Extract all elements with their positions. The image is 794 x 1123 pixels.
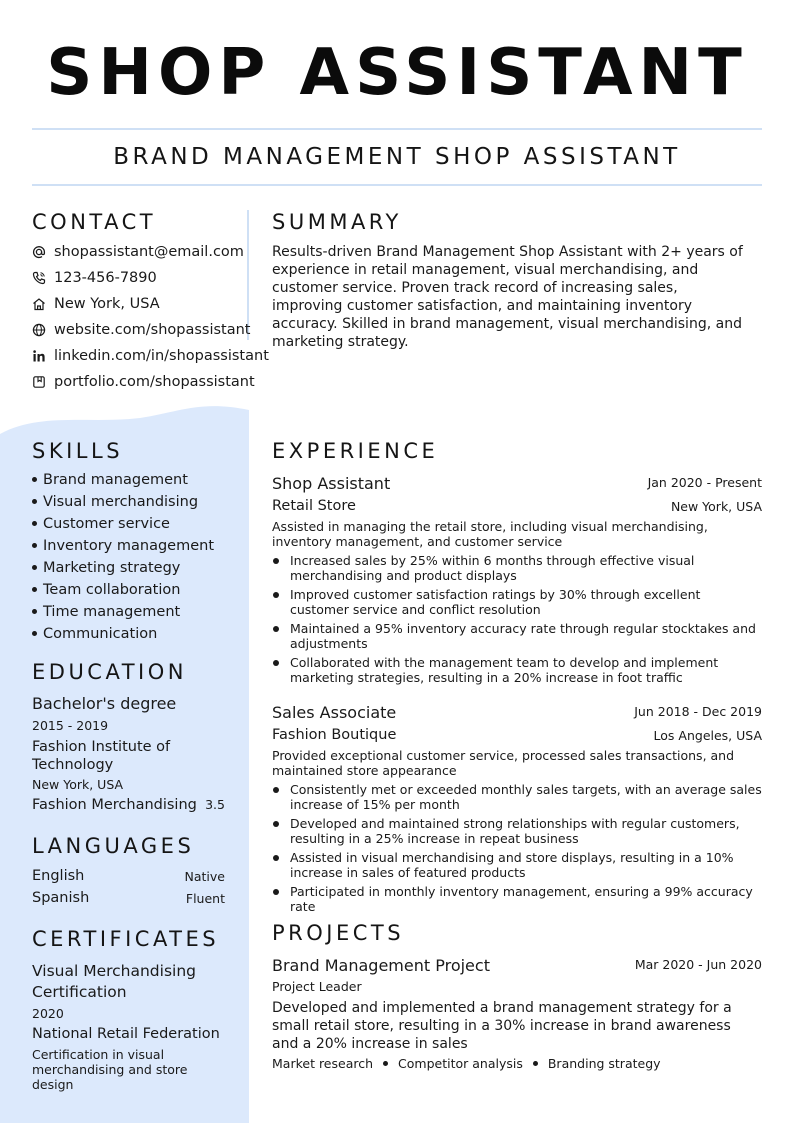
header-bottom-rule: [32, 184, 762, 186]
phone-icon: [32, 271, 46, 285]
skill-item: Team collaboration: [32, 582, 180, 598]
project-tag: Market research: [272, 1056, 374, 1071]
education-location: New York, USA: [32, 777, 124, 792]
globe-icon: [32, 323, 46, 337]
contact-email[interactable]: [32, 242, 244, 262]
job-bullet: Increased sales by 25% within 6 months through effective visual merchandising and product displays: [272, 553, 762, 583]
job-description: Assisted in managing the retail store, including visual merchandising, inventory management, and customer service: [272, 519, 708, 549]
contact-phone-text: 123-456-7890: [54, 270, 157, 286]
projects-heading: PROJECTS: [272, 921, 405, 945]
bullet-dot: [32, 521, 37, 526]
portfolio-icon: [32, 375, 46, 389]
bullet-dot: [32, 543, 37, 548]
skills-heading: SKILLS: [32, 439, 124, 463]
skill-item: Marketing strategy: [32, 560, 180, 576]
contact-location-text: New York, USA: [54, 296, 160, 312]
bullet-dot: [32, 499, 37, 504]
project-dates: Mar 2020 - Jun 2020: [634, 957, 762, 972]
job-location: Los Angeles, USA: [653, 728, 762, 743]
skill-item: Customer service: [32, 516, 170, 532]
job-bullet: Participated in monthly inventory management, ensuring a 99% accuracy rate: [272, 884, 762, 914]
project-name: Brand Management Project: [272, 956, 490, 975]
job-dates: Jun 2018 - Dec 2019: [634, 704, 762, 719]
home-icon: [32, 297, 46, 311]
summary-text: Results-driven Brand Management Shop Assistant with 2+ years of experience in retail management, visual merchandising, and customer service. Proven track record of increasing sales, improving customer satisfaction, and maintaining inventory accuracy. Skilled in brand management, visual merchandising, and marketing strategy.: [272, 244, 743, 350]
job-location: New York, USA: [670, 499, 762, 514]
contact-website[interactable]: [32, 320, 250, 340]
bullet-dot: [32, 631, 37, 636]
certificate-name: Visual Merchandising Certification: [32, 962, 196, 1001]
at-icon: [32, 245, 46, 259]
contact-heading: CONTACT: [32, 210, 157, 234]
skill-item: Brand management: [32, 472, 188, 488]
job-title: Shop Assistant: [272, 474, 391, 493]
skill-item: Time management: [32, 604, 180, 620]
education-school: Fashion Institute of Technology: [32, 739, 171, 773]
experience-heading: EXPERIENCE: [272, 439, 439, 463]
certificate-issuer: National Retail Federation: [32, 1026, 220, 1042]
education-degree: Bachelor's degree: [32, 694, 177, 713]
contact-linkedin-text: linkedin.com/in/shopassistant: [54, 348, 269, 364]
language-name: Spanish: [32, 890, 90, 906]
job-company: Retail Store: [272, 498, 356, 514]
contact-website-text: website.com/shopassistant: [54, 322, 251, 338]
skill-item: Communication: [32, 626, 157, 642]
contact-linkedin[interactable]: [32, 346, 269, 366]
tag-separator-dot: [383, 1061, 388, 1066]
resume-name: SHOP ASSISTANT: [46, 36, 748, 110]
job-dates: Jan 2020 - Present: [647, 475, 762, 490]
education-heading: EDUCATION: [32, 660, 187, 684]
contact-phone[interactable]: [32, 268, 157, 288]
language-level: Fluent: [185, 891, 225, 906]
certificate-description: Certification in visual merchandising and store design: [32, 1047, 188, 1092]
project-tags: [272, 1056, 661, 1071]
contact-email-text: shopassistant@email.com: [54, 244, 244, 260]
education-field: Fashion Merchandising: [32, 797, 197, 813]
header-top-rule: [32, 128, 762, 130]
education-years: 2015 - 2019: [32, 718, 109, 733]
contact-portfolio[interactable]: [32, 372, 255, 392]
summary-heading: SUMMARY: [272, 210, 402, 234]
project-role: Project Leader: [272, 979, 362, 994]
bullet-dot: [32, 565, 37, 570]
certificate-year: 2020: [32, 1006, 64, 1021]
job-title: Sales Associate: [272, 703, 397, 722]
job-description: Provided exceptional customer service, processed sales transactions, and maintained store appearance: [272, 748, 735, 778]
tag-separator-dot: [533, 1061, 538, 1066]
skill-item: Inventory management: [32, 538, 214, 554]
bullet-dot: [32, 477, 37, 482]
languages-heading: LANGUAGES: [32, 834, 195, 858]
bullet-dot: [32, 609, 37, 614]
job-bullet: Assisted in visual merchandising and store displays, resulting in a 10% increase in sales of featured products: [272, 850, 762, 880]
job-company: Fashion Boutique: [272, 727, 397, 743]
language-level: Native: [184, 869, 225, 884]
job-bullet: Consistently met or exceeded monthly sales targets, with an average sales increase of 15% per month: [272, 782, 762, 812]
linkedin-icon: [32, 349, 46, 363]
job-bullet: Improved customer satisfaction ratings by 30% through excellent customer service and conflict resolution: [272, 587, 762, 617]
job-bullet: Maintained a 95% inventory accuracy rate through regular stocktakes and adjustments: [272, 621, 762, 651]
certificates-heading: CERTIFICATES: [32, 927, 220, 951]
project-description: Developed and implemented a brand management strategy for a small retail store, resulting in a 30% increase in brand awareness and a 20% increase in sales: [272, 1000, 732, 1052]
education-gpa: 3.5: [205, 797, 225, 812]
job-bullet: Developed and maintained strong relationships with regular customers, resulting in a 25% increase in repeat business: [272, 816, 762, 846]
contact-portfolio-text: portfolio.com/shopassistant: [54, 374, 255, 390]
skill-item: Visual merchandising: [32, 494, 198, 510]
bullet-dot: [32, 587, 37, 592]
contact-location: [32, 294, 160, 314]
project-tag: Branding strategy: [547, 1056, 661, 1071]
job-bullet: Collaborated with the management team to develop and implement marketing strategies, resulting in a 20% increase in foot traffic: [272, 655, 762, 685]
resume-headline: BRAND MANAGEMENT SHOP ASSISTANT: [113, 144, 681, 170]
language-name: English: [32, 868, 85, 884]
project-tag: Competitor analysis: [398, 1056, 523, 1071]
